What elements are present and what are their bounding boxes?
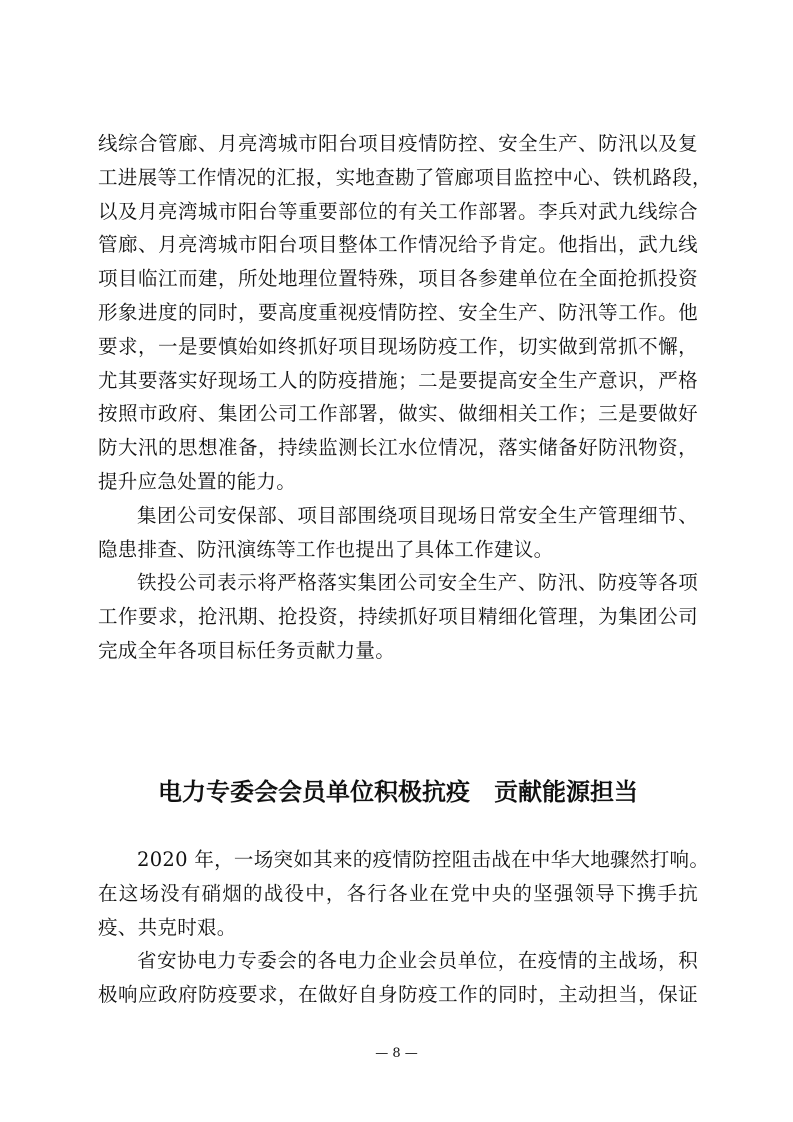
text-line: 要求，一是要慎始如终抓好项目现场防疫工作，切实做到常抓不懈， [98, 334, 698, 358]
text-line: 尤其要落实好现场工人的防疫措施；二是要提高安全生产意识，严格 [98, 368, 698, 392]
text-line: 项目临江而建，所处地理位置特殊，项目各参建单位在全面抢抓投资 [98, 267, 698, 291]
text-line: 提升应急处置的能力。 [98, 469, 297, 493]
text-line: 防大汛的思想准备，持续监测长江水位情况，落实储备好防汛物资， [98, 436, 698, 460]
text-line: 线综合管廊、月亮湾城市阳台项目疫情防控、安全生产、防汛以及复 [98, 132, 698, 155]
text-line: 在这场没有硝烟的战役中，各行各业在党中央的坚强领导下携手抗 [98, 881, 698, 905]
text-line: 2020 年，一场突如其来的疫情防控阻击战在中华大地骤然打响。 [137, 848, 710, 871]
article-continuation [98, 127, 712, 668]
heading-part-1: 电力专委会会员单位积极抗疫 [158, 777, 470, 806]
heading-part-2: 贡献能源担当 [494, 777, 638, 806]
text-line: 管廊、月亮湾城市阳台项目整体工作情况给予肯定。他指出，武九线 [98, 233, 698, 257]
text-line: 完成全年各项目标任务贡献力量。 [98, 638, 396, 662]
text-line: 以及月亮湾城市阳台等重要部位的有关工作部署。李兵对武九线综合 [98, 199, 698, 223]
text-line: 省安协电力专委会的各电力企业会员单位，在疫情的主战场，积 [137, 949, 698, 973]
text-line: 按照市政府、集团公司工作部署，做实、做细相关工作；三是要做好 [98, 402, 698, 426]
text-line: 极响应政府防疫要求，在做好自身防疫工作的同时，主动担当，保证 [98, 983, 698, 1007]
text-line: 集团公司安保部、项目部围绕项目现场日常安全生产管理细节、 [137, 503, 698, 527]
text-line: 工进展等工作情况的汇报，实地查勘了管廊项目监控中心、铁机路段， [98, 165, 712, 189]
text-line: 形象进度的同时，要高度重视疫情防控、安全生产、防汛等工作。他 [98, 300, 698, 324]
article-heading [98, 772, 698, 812]
article-body [98, 843, 710, 1012]
text-line: 铁投公司表示将严格落实集团公司安全生产、防汛、防疫等各项 [137, 571, 698, 595]
text-line: 工作要求，抢汛期、抢投资，持续抓好项目精细化管理，为集团公司 [98, 605, 698, 629]
page-number: — 8 — [375, 1046, 418, 1061]
text-line: 疫、共克时艰。 [98, 915, 237, 939]
text-line: 隐患排查、防汛演练等工作也提出了具体工作建议。 [98, 537, 554, 561]
